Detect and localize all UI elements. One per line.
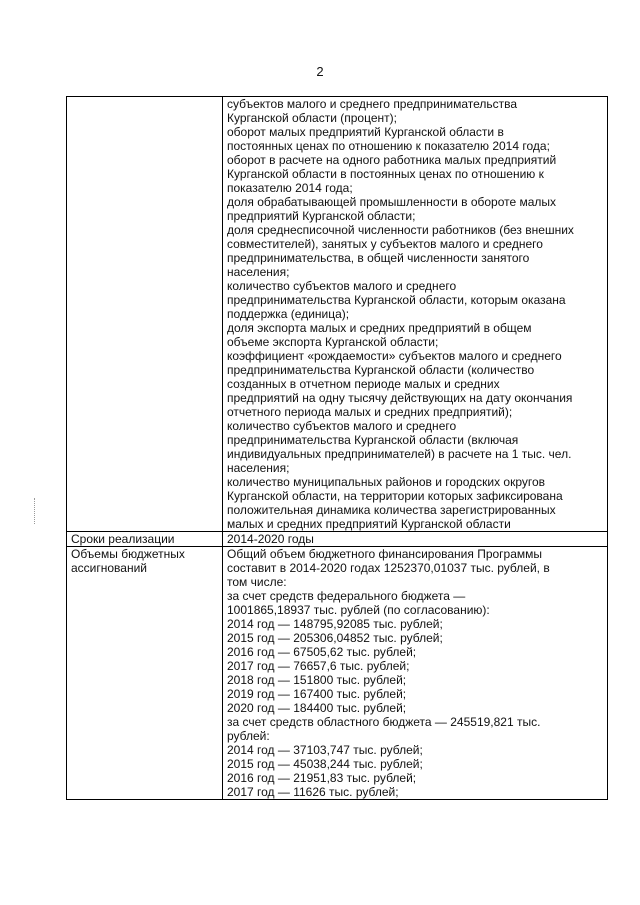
text-line: объеме экспорта Курганской области;	[227, 335, 439, 349]
text-line: рублей:	[227, 729, 270, 743]
text-line: малых и средних предприятий Курганской области	[227, 517, 511, 531]
margin-mark	[34, 498, 43, 524]
text-line: предприятий на одну тысячу действующих на дату окончания	[227, 391, 573, 405]
row-value	[223, 532, 608, 547]
row-value	[223, 547, 608, 800]
text-line: предпринимательства Курганской области, которым оказана	[227, 293, 566, 307]
program-passport-table	[66, 96, 608, 800]
text-line: 2017 год — 11626 тыс. рублей;	[227, 785, 399, 799]
text-line: количество субъектов малого и среднего	[227, 279, 457, 293]
text-line: совместителей), занятых у субъектов малого и среднего	[227, 237, 543, 251]
text-line: 2014 год — 148795,92085 тыс. рублей;	[227, 617, 443, 631]
text-line: количество субъектов малого и среднего	[227, 419, 457, 433]
row-label: Сроки реализации	[67, 532, 223, 547]
text-line: поддержка (единица);	[227, 307, 350, 321]
text-line: том числе:	[227, 575, 287, 589]
text-line: 2016 год — 67505,62 тыс. рублей;	[227, 645, 417, 659]
text-line: доля среднесписочной численности работников (без внешних	[227, 223, 574, 237]
table-row-budget	[67, 547, 608, 800]
text-line: 2020 год — 184400 тыс. рублей;	[227, 701, 407, 715]
text-line: постоянных ценах по отношению к показателю 2014 года;	[227, 139, 550, 153]
text-line: индивидуальных предпринимателей) в расчете на 1 тыс. чел.	[227, 447, 572, 461]
text-line: показателю 2014 года;	[227, 181, 353, 195]
text-line: созданных в отчетном периоде малых и средних	[227, 377, 500, 391]
page-number: 2	[316, 64, 324, 79]
text-line: Общий объем бюджетного финансирования Программы	[227, 547, 543, 561]
text-line: коэффициент «рождаемости» субъектов малого и среднего	[227, 349, 562, 363]
text-line: Курганской области (процент);	[227, 111, 397, 125]
text-line: 2019 год — 167400 тыс. рублей;	[227, 687, 407, 701]
text-line: 2015 год — 205306,04852 тыс. рублей;	[227, 631, 443, 645]
text-line: положительная динамика количества зарегистрированных	[227, 503, 556, 517]
text-line: доля обрабатывающей промышленности в обороте малых	[227, 195, 557, 209]
text-line: количество муниципальных районов и городских округов	[227, 475, 546, 489]
text-line: предпринимательства Курганской области (количество	[227, 363, 535, 377]
text-line: составит в 2014-2020 годах 1252370,01037 тыс. рублей, в	[227, 561, 550, 575]
text-line: оборот в расчете на одного работника малых предприятий	[227, 153, 557, 167]
text-line: предпринимательства Курганской области (включая	[227, 433, 519, 447]
text-line: предприятий Курганской области;	[227, 209, 416, 223]
text-line: субъектов малого и среднего предпринимательства	[227, 97, 518, 111]
row-value	[223, 97, 608, 532]
text-line: доля экспорта малых и средних предприятий в общем	[227, 321, 532, 335]
text-line: 2018 год — 151800 тыс. рублей;	[227, 673, 407, 687]
text-line: 1001865,18937 тыс. рублей (по согласованию):	[227, 603, 490, 617]
text-line: 2014-2020 годы	[227, 532, 314, 546]
text-line: Курганской области, на территории которых зафиксирована	[227, 489, 563, 503]
row-label	[67, 97, 223, 532]
text-line: за счет средств федерального бюджета —	[227, 589, 466, 603]
text-line: 2014 год — 37103,747 тыс. рублей;	[227, 743, 423, 757]
text-line: 2015 год — 45038,244 тыс. рублей;	[227, 757, 423, 771]
text-line: населения;	[227, 265, 290, 279]
table-row-indicators	[67, 97, 608, 532]
table-row-term	[67, 532, 608, 547]
text-line: за счет средств областного бюджета — 245519,821 тыс.	[227, 715, 541, 729]
text-line: оборот малых предприятий Курганской области в	[227, 125, 504, 139]
text-line: 2016 год — 21951,83 тыс. рублей;	[227, 771, 417, 785]
text-line: Курганской области в постоянных ценах по отношению к	[227, 167, 544, 181]
row-label: Объемы бюджетных ассигнований	[67, 547, 223, 800]
text-line: населения;	[227, 461, 290, 475]
text-line: предпринимательства, в общей численности занятого	[227, 251, 530, 265]
text-line: отчетного периода малых и средних предприятий);	[227, 405, 513, 419]
text-line: 2017 год — 76657,6 тыс. рублей;	[227, 659, 410, 673]
